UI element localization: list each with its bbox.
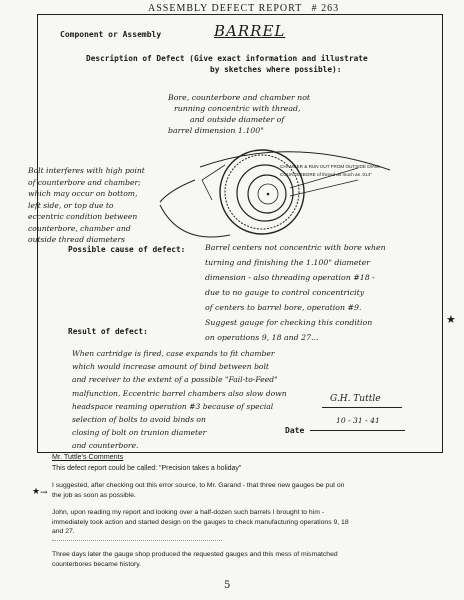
result-line: malfunction. Eccentric barrel chambers also slow down — [72, 388, 287, 398]
comments-p3 — [52, 508, 349, 537]
comments-line: and 27. — [52, 528, 75, 535]
possible-cause-line: Barrel centers not concentric with bore when — [205, 243, 386, 252]
comments-p1: This defect report could be called: "Precision takes a holiday" — [52, 465, 242, 472]
result-text — [72, 347, 287, 453]
comments-p2 — [52, 481, 344, 500]
sketch-lower-curve — [160, 205, 230, 237]
possible-cause-line: on operations 9, 18 and 27... — [205, 333, 319, 342]
description-left-line: of counterbore and chamber; — [28, 177, 141, 187]
date-label: Date — [285, 426, 305, 435]
description-right-line: and outside diameter of — [190, 115, 285, 124]
date-value: 10 - 31 - 41 — [336, 416, 380, 425]
possible-cause-line: of centers to barrel bore, operation #9. — [205, 303, 362, 312]
possible-cause-text — [205, 240, 386, 345]
signature: G.H. Tuttle — [330, 394, 381, 404]
result-line: and receiver to the extent of a possible "Fail-to-Feed" — [72, 375, 278, 385]
comments-heading: Mr. Tuttle's Comments — [52, 452, 124, 461]
comment-star-icon: ★ — [32, 487, 41, 497]
sketch-left-curve — [160, 180, 195, 202]
possible-cause-line: dimension - also threading operation #18 - — [205, 273, 375, 282]
result-line: closing of bolt on trunion diameter — [72, 428, 207, 438]
page-number: 5 — [224, 580, 231, 591]
description-left-line: which may occur on bottom, — [28, 189, 138, 198]
result-line: selection of bolts to avoid binds on — [72, 415, 206, 425]
comments-line: I suggested, after checking out this error source, to Mr. Garand - that three new gauges be put on — [52, 482, 345, 489]
signature-line — [322, 407, 402, 408]
comments-line: the job as soon as possible. — [52, 491, 136, 499]
comments-line: John, upon reading my report and looking over a half-dozen such barrels I brought to him - — [52, 509, 325, 516]
possible-cause-line: Suggest gauge for checking this condition — [205, 318, 373, 327]
result-line: When cartridge is fired, case expands to fit chamber — [72, 349, 275, 358]
result-line: headspace reaming operation #3 because of special — [72, 401, 274, 411]
description-left-line: outside thread diameters — [28, 235, 126, 244]
faint-smudge-line — [52, 540, 222, 547]
description-label-1: Description of Defect (Give exact information and illustrate — [86, 54, 368, 63]
center-point — [267, 193, 270, 196]
description-right-line: Bore, counterbore and chamber not — [168, 93, 311, 102]
sketch-callout — [280, 163, 380, 179]
description-left-text — [28, 165, 145, 246]
comments-line: Three days later the gauge shop produced the requested gauges and this mess of mismatched — [52, 551, 338, 558]
comments-p4 — [52, 550, 338, 569]
report-title — [148, 3, 339, 14]
description-right-text — [168, 92, 310, 136]
possible-cause-line: due to no gauge to control concentricity — [205, 288, 365, 297]
sketch-callout-line: CHAMBER & RUN OUT FROM OUTSIDE DIAM. — [280, 164, 380, 169]
component-value: BARREL — [214, 22, 286, 40]
barrel-sketch — [140, 140, 440, 250]
description-right-line: barrel dimension 1.100" — [168, 126, 264, 135]
comments-line: immediately took action and started design on the gauges to check manufacturing operations 9, 18 — [52, 518, 349, 526]
description-left-line: counterbore, chamber and — [28, 223, 131, 233]
report-title-text: ASSEMBLY DEFECT REPORT — [148, 3, 303, 14]
result-line: and counterbore. — [72, 441, 139, 451]
sketch-callout-line: COUNTERBORE of thread as much as .014" — [280, 172, 372, 177]
callout-leader-2 — [290, 180, 358, 196]
result-line: which would increase amount of bind between bolt — [72, 362, 269, 372]
date-line — [310, 430, 405, 431]
description-right-line: running concentric with thread, — [174, 104, 301, 113]
description-left-line: left side, or top due to — [28, 200, 114, 210]
comments-line: counterbores became history. — [52, 560, 142, 568]
result-label: Result of defect: — [68, 327, 148, 336]
description-left-line: eccentric condition between — [28, 212, 138, 221]
description-label-2: by sketches where possible): — [210, 65, 342, 74]
possible-cause-label: Possible cause of defect: — [68, 245, 186, 254]
margin-star-icon: ★ — [446, 313, 456, 326]
possible-cause-line: turning and finishing the 1.100" diameter — [205, 258, 370, 267]
description-left-line: Bolt interferes with high point — [28, 166, 145, 175]
report-number: # 263 — [311, 3, 340, 14]
component-label: Component or Assembly — [60, 30, 162, 39]
comment-arrow-icon: → — [40, 488, 48, 498]
